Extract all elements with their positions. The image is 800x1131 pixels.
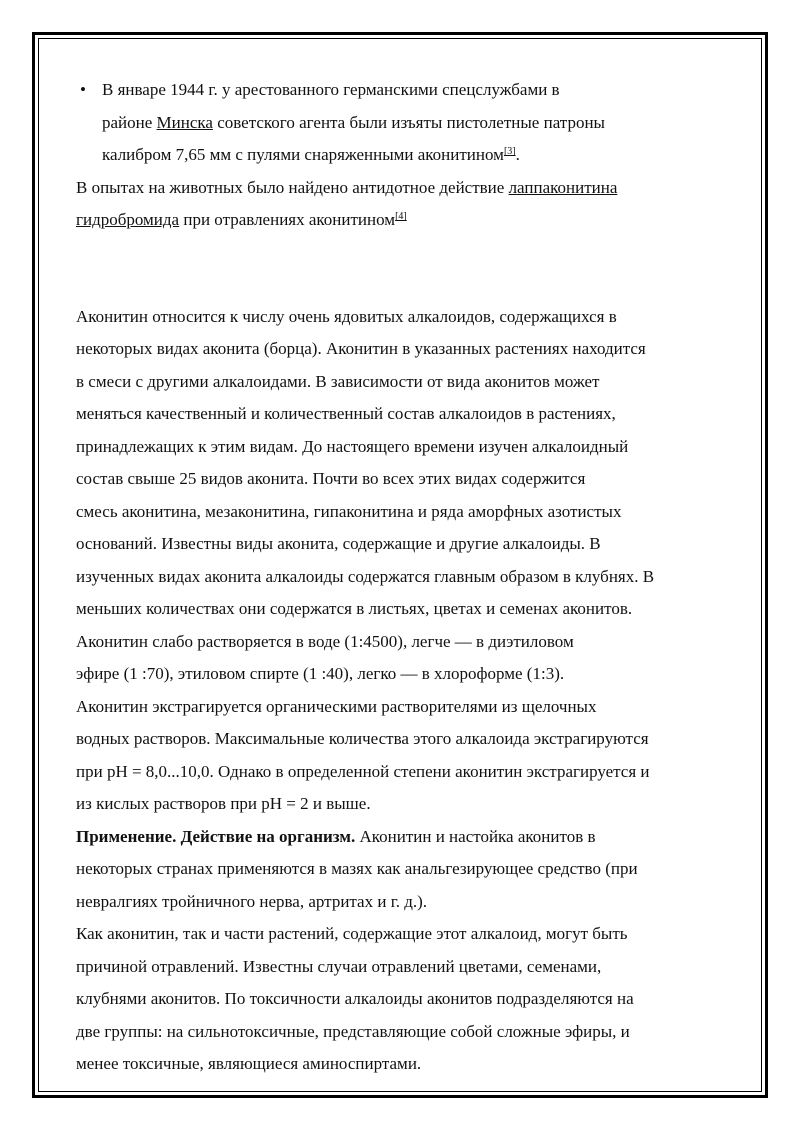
link-minsk[interactable]: Минска bbox=[156, 112, 213, 132]
text-line: невралгиях тройничного нерва, артритах и г. д.). bbox=[76, 891, 428, 911]
antidote-paragraph bbox=[76, 172, 726, 237]
text-line: Аконитин относится к числу очень ядовитых алкалоидов, содержащихся в bbox=[76, 306, 617, 326]
text-line bbox=[76, 204, 726, 237]
text-line: менее токсичные, являющиеся аминоспиртами. bbox=[76, 1054, 422, 1073]
bullet-icon: • bbox=[80, 80, 86, 99]
text-line: водных растворов. Максимальные количества этого алкалоида экстрагируются bbox=[76, 729, 649, 748]
text-line: смесь аконитина, мезаконитина, гипаконитина и ряда аморфных азотистых bbox=[76, 501, 622, 521]
text-fragment: Аконитин и настойка аконитов в bbox=[355, 826, 596, 846]
text-line: причиной отравлений. Известны случаи отравлений цветами, семенами, bbox=[76, 956, 602, 976]
text-line: две группы: на сильнотоксичные, представляющие собой сложные эфиры, и bbox=[76, 1021, 630, 1041]
text-line: Аконитин слабо растворяется в воде (1:4500), легче — в диэтиловом bbox=[76, 631, 574, 651]
text-line: эфире (1 :70), этиловом спирте (1 :40), легко — в хлороформе (1:3). bbox=[76, 664, 565, 683]
paragraph-gap bbox=[76, 237, 726, 301]
document-body bbox=[76, 74, 726, 1081]
text-fragment: калибром 7,65 мм с пулями снаряженными аконитином bbox=[102, 145, 504, 164]
text-line: некоторых видах аконита (борца). Аконитин в указанных растениях находится bbox=[76, 339, 646, 358]
text-fragment: советского агента были изъяты пистолетные патроны bbox=[212, 112, 605, 132]
text-line bbox=[76, 172, 726, 205]
text-line: в смеси с другими алкалоидами. В зависимости от вида аконитов может bbox=[76, 371, 600, 391]
text-line bbox=[102, 107, 726, 140]
text-line: клубнями аконитов. По токсичности алкалоиды аконитов подразделяются на bbox=[76, 989, 634, 1008]
text-fragment: при отравлениях аконитином bbox=[179, 210, 396, 229]
text-line bbox=[102, 139, 726, 172]
text-line: меняться качественный и количественный состав алкалоидов в растениях, bbox=[76, 404, 616, 423]
text-line: Аконитин экстрагируется органическими растворителями из щелочных bbox=[76, 696, 597, 716]
footnote-ref-4[interactable]: [4] bbox=[395, 211, 407, 222]
section-heading-application: Применение. Действие на организм. bbox=[76, 826, 356, 846]
text-line: из кислых растворов при pH = 2 и выше. bbox=[76, 794, 371, 813]
link-lappaconitine[interactable]: лаппаконитина bbox=[508, 177, 618, 197]
text-line: Как аконитин, так и части растений, содержащие этот алкалоид, могут быть bbox=[76, 924, 628, 943]
text-line: В январе 1944 г. у арестованного германскими спецслужбами в bbox=[102, 80, 560, 99]
application-paragraph bbox=[76, 821, 726, 919]
text-line: некоторых странах применяются в мазях как анальгезирующее средство (при bbox=[76, 859, 638, 878]
text-line: состав свыше 25 видов аконита. Почти во всех этих видах содержится bbox=[76, 469, 586, 488]
text-line bbox=[76, 821, 726, 854]
text-line: меньших количествах они содержатся в листьях, цветах и семенах аконитов. bbox=[76, 599, 633, 618]
text-line: принадлежащих к этим видам. До настоящего времени изучен алкалоидный bbox=[76, 436, 629, 456]
link-lappaconitine-cont[interactable]: гидробромида bbox=[76, 210, 180, 229]
text-line: оснований. Известны виды аконита, содержащие и другие алкалоиды. В bbox=[76, 534, 601, 553]
text-line: при pH = 8,0...10,0. Однако в определенной степени аконитин экстрагируется и bbox=[76, 761, 650, 781]
text-fragment: В опытах на животных было найдено антидотное действие bbox=[76, 177, 509, 197]
description-paragraph bbox=[76, 301, 726, 821]
footnote-ref-3[interactable]: [3] bbox=[503, 146, 516, 157]
toxicity-paragraph bbox=[76, 918, 726, 1081]
bullet-item-minsk bbox=[76, 74, 726, 172]
text-fragment: районе bbox=[102, 112, 157, 132]
text-line: изученных видах аконита алкалоиды содержатся главным образом в клубнях. В bbox=[76, 566, 655, 586]
text-fragment: . bbox=[515, 145, 520, 164]
